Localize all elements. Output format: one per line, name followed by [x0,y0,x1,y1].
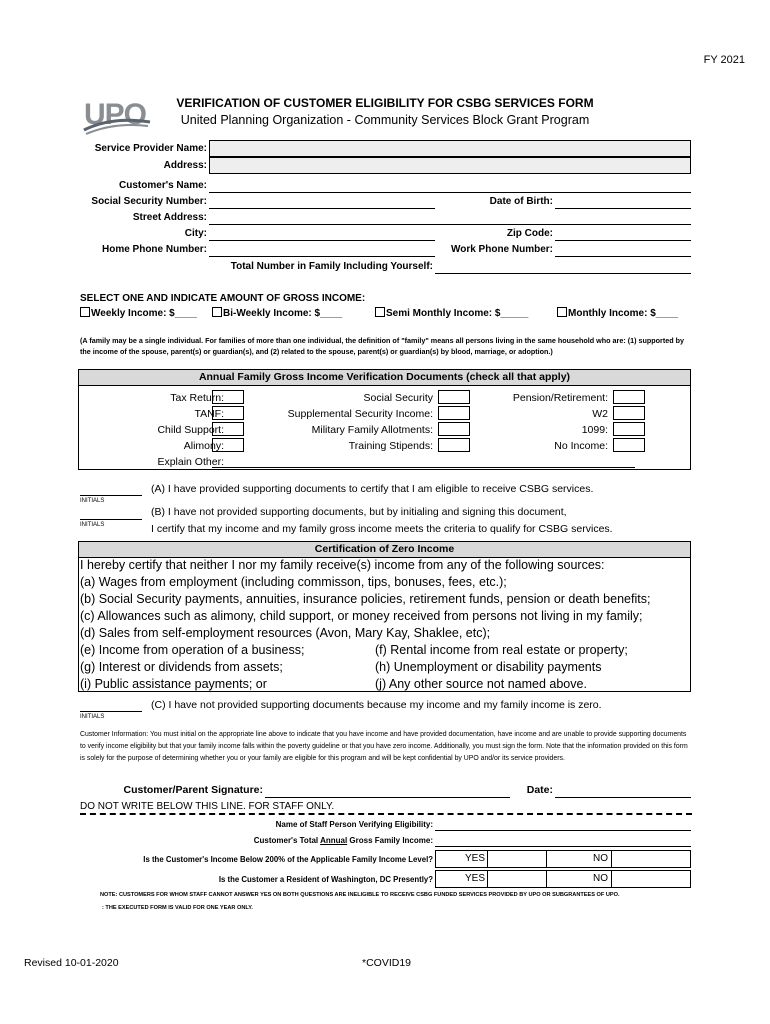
pension-box[interactable] [613,390,645,404]
initials-b-label: INITIALS [80,522,105,528]
semimonthly-income-option[interactable] [375,307,528,319]
form-1099-box[interactable] [613,422,645,436]
q1-yes-box[interactable] [487,850,547,868]
explain-other-label: Explain Other: [157,456,224,468]
annual-income-label [254,836,433,845]
question-income-below-200: Is the Customer's Income Below 200% of the Applicable Family Income Level? [143,855,433,864]
zip-label: Zip Code: [506,228,553,239]
monthly-checkbox[interactable] [557,307,567,317]
zero-income-item-d: (d) Sales from self-employment resources (Avon, Mary Kay, Shaklee, etc); [80,626,491,640]
explain-other-field[interactable] [212,467,635,468]
zip-field[interactable] [555,240,691,241]
work-phone-field[interactable] [555,256,691,257]
question-dc-resident: Is the Customer a Resident of Washington, DC Presently? [218,875,433,884]
cert-c-text: (C) I have not provided supporting documents because my income and my family income is zero. [151,699,602,711]
zero-income-item-h: (h) Unemployment or disability payments [375,660,602,674]
customer-information-text: Customer Information: You must initial on the appropriate line above to indicate that you have income and have provided documentation, have income and are unable to provide supporting documents to verify income eligibility but that your family income falls within the poverty guideline or that you have zero income. Additionally, you must sign the form. Note that the information provided on this form is solely for the purpose of determining whether you or your family are eligible for this program and will be kept confidential by UPO and/or its service providers. [80,731,688,762]
docs-col2-label-2: Military Family Allotments: [311,424,433,436]
covid-note: *COVID19 [362,957,412,969]
docs-col3-label-1: W2 [592,408,608,420]
weekly-checkbox[interactable] [80,307,90,317]
date-label: Date: [526,784,553,796]
documents-header: Annual Family Gross Income Verification Documents (check all that apply) [78,369,691,386]
fiscal-year: FY 2021 [703,54,745,66]
signature-label: Customer/Parent Signature: [123,784,263,796]
zero-income-item-i: (i) Public assistance payments; or [80,677,267,691]
docs-col3-label-2: 1099: [581,424,608,436]
cert-b-text-1: (B) I have not provided supporting documents, but by initialing and signing this document, [151,506,567,518]
semimonthly-blank: _____ [500,308,529,319]
income-select-heading: SELECT ONE AND INDICATE AMOUNT OF GROSS INCOME: [80,293,366,304]
docs-col1-label-0: Tax Return: [170,392,224,404]
biweekly-blank: ____ [320,308,343,319]
customer-name-field[interactable] [209,192,691,193]
alimony-box[interactable] [212,438,244,452]
military-allotments-box[interactable] [438,422,470,436]
initials-c-field[interactable] [80,711,142,712]
semimonthly-checkbox[interactable] [375,307,385,317]
zero-income-item-a: (a) Wages from employment (including commisson, tips, bonuses, fees, etc.); [80,575,507,589]
no-income-box[interactable] [613,438,645,452]
work-phone-label: Work Phone Number: [450,244,553,255]
q2-yes-box[interactable] [487,870,547,888]
initials-a-field[interactable] [80,495,142,496]
city-label: City: [184,228,207,239]
weekly-label: Weekly Income: $ [91,308,175,319]
cert-a-text: (A) I have provided supporting documents to certify that I am eligible to receive CSBG services. [151,483,594,495]
monthly-income-option[interactable] [557,307,678,319]
initials-a-label: INITIALS [80,498,105,504]
q2-no-box[interactable] [611,870,691,888]
docs-col1-label-1: TANF: [194,408,224,420]
provider-address-label: Address: [163,160,207,171]
verifier-label: Name of Staff Person Verifying Eligibility: [275,820,433,829]
initials-b-field[interactable] [80,519,142,520]
biweekly-checkbox[interactable] [212,307,222,317]
family-total-label: Total Number in Family Including Yourself: [230,261,433,272]
dob-label: Date of Birth: [489,196,553,207]
home-phone-field[interactable] [209,256,435,257]
city-field[interactable] [209,240,435,241]
docs-col1-label-3: Alimony: [183,440,224,452]
initials-c-label: INITIALS [80,714,105,720]
training-stipends-box[interactable] [438,438,470,452]
verifier-field[interactable] [435,830,691,831]
zero-income-item-b: (b) Social Security payments, annuities, insurance policies, retirement funds, pension or death benefits; [80,592,651,606]
social-security-box[interactable] [438,390,470,404]
q1-no-box[interactable] [611,850,691,868]
street-field[interactable] [209,224,691,225]
customer-name-label: Customer's Name: [119,180,207,191]
staff-only-divider-text: DO NOT WRITE BELOW THIS LINE. FOR STAFF ONLY. [80,801,335,812]
docs-col3-label-3: No Income: [554,440,608,452]
zero-income-item-f: (f) Rental income from real estate or property; [375,643,628,657]
street-label: Street Address: [132,212,207,223]
semimonthly-label: Semi Monthly Income: $ [386,308,501,319]
docs-col1-label-2: Child Support: [157,424,224,436]
annual-income-prefix: Customer's Total [253,836,321,845]
docs-col3-label-0: Pension/Retirement: [512,392,608,404]
annual-income-suffix: Gross Family Income: [347,836,433,845]
child-support-box[interactable] [212,422,244,436]
provider-name-label: Service Provider Name: [94,143,207,154]
signature-field[interactable] [265,797,510,798]
biweekly-income-option[interactable] [212,307,342,319]
tax-return-box[interactable] [212,390,244,404]
zero-income-item-g: (g) Interest or dividends from assets; [80,660,283,674]
q2-yes-label: YES [465,873,486,884]
monthly-blank: ____ [655,308,679,319]
ssn-field[interactable] [209,208,435,209]
zero-income-item-j: (j) Any other source not named above. [375,677,587,691]
q1-no-label: NO [593,853,608,864]
docs-col2-label-1: Supplemental Security Income: [287,408,433,420]
staff-note-1: NOTE: CUSTOMERS FOR WHOM STAFF CANNOT ANSWER YES ON BOTH QUESTIONS ARE INELIGIBLE TO RECEIVE CSBG FUNDED SERVICES PROVIDED BY UPO OR SUBGRANTEES OF UPO. [100,892,620,898]
form-title: VERIFICATION OF CUSTOMER ELIGIBILITY FOR CSBG SERVICES FORM [176,96,594,110]
date-field[interactable] [555,797,691,798]
w2-box[interactable] [613,406,645,420]
dob-field[interactable] [555,208,691,209]
staff-divider-line [80,813,692,815]
biweekly-label: Bi-Weekly Income: $ [223,308,321,319]
form-subtitle: United Planning Organization - Community Services Block Grant Program [180,113,590,127]
monthly-label: Monthly Income: $ [568,308,656,319]
annual-income-underlined: Annual [320,836,348,845]
logo-text: UPO [84,98,147,131]
ssi-box[interactable] [438,406,470,420]
q2-no-label: NO [593,873,608,884]
family-definition-note: (A family may be a single individual. For families of more than one individual, the definition of "family" means all persons living in the same household who are: (1) supported by the income of the spouse, parent(s) or guardian(s), and (2) related to the spouse, parent(s) or guardian(s) by blood, marriage, or adoption.) [80,336,685,356]
provider-name-field[interactable] [209,140,691,157]
docs-col2-label-0: Social Security [363,392,433,404]
docs-col2-label-3: Training Stipends: [348,440,433,452]
staff-note-2: : THE EXECUTED FORM IS VALID FOR ONE YEAR ONLY. [102,905,253,911]
cert-b-text-2: I certify that my income and my family gross income meets the criteria to qualify for CSBG services. [151,523,613,535]
zero-income-item-e: (e) Income from operation of a business; [80,643,305,657]
provider-address-field[interactable] [209,157,691,174]
family-total-field[interactable] [435,273,691,274]
revised-date: Revised 10-01-2020 [24,957,119,969]
zero-income-item-c: (c) Allowances such as alimony, child support, or money received from persons not living in my family; [80,609,643,623]
q1-yes-label: YES [465,853,486,864]
zero-income-header: Certification of Zero Income [78,541,691,558]
weekly-income-option[interactable] [80,307,197,319]
annual-income-field[interactable] [435,846,691,847]
tanf-box[interactable] [212,406,244,420]
weekly-blank: ____ [174,308,197,319]
ssn-label: Social Security Number: [91,196,207,207]
zero-income-intro: I hereby certify that neither I nor my family receive(s) income from any of the following sources: [80,558,605,572]
home-phone-label: Home Phone Number: [101,244,207,255]
